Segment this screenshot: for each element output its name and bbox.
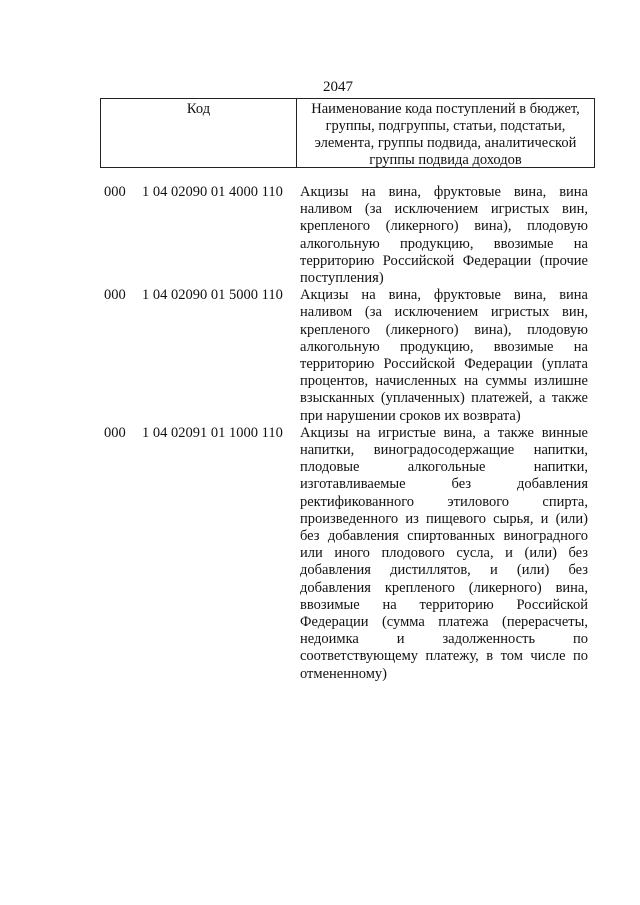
admin-code: 000 [104,184,126,200]
admin-code: 000 [104,424,126,441]
revenue-description: Акцизы на вина, фруктовые вина, вина наливом (за исключением игристых вин, крепленого (ликерного) вина), плодовую алкогольную продукцию, ввозимые на территорию Российской Федерации (прочие поступления) [300,184,588,287]
revenue-description: Акцизы на вина, фруктовые вина, вина наливом (за исключением игристых вин, крепленого (ликерного) вина), плодовую алкогольную продукцию, ввозимые на территорию Российской Федерации (уплата процентов, начисленных на суммы излишне взысканных (уплаченных) платежей, а также при нарушении сроков их возврата) [300,287,588,424]
header-name-column: Наименование кода поступлений в бюджет, группы, подгруппы, статьи, подстатьи, элемента, группы подвида, аналитической группы подвида доходов [311,101,580,168]
revenue-code: 1 04 02090 01 5000 110 [142,287,283,304]
table-row [0,184,640,287]
page-number: 2047 [323,79,353,95]
revenue-code: 1 04 02090 01 4000 110 [142,184,283,200]
admin-code: 000 [104,287,126,304]
table-row [0,287,640,425]
table-row [0,425,640,683]
revenue-code: 1 04 02091 01 1000 110 [142,424,283,441]
revenue-description: Акцизы на игристые вина, а также винные напитки, виноградосодержащие напитки, плодовые алкогольные напитки, изготавливаемые без добавления ректификованного этилового спирта, произведенного из пищевого сырья, и (или) без добавления спиртованных виноградного или иного плодового сусла, и (или) без добавления дистиллятов, и (или) без добавления крепленого (ликерного) вина, ввозимые на территорию Российской Федерации (сумма платежа (перерасчеты, недоимка и задолженность по соответствующему платежу, в том числе по отмененному) [300,424,588,682]
table-body [0,184,640,683]
table-header [100,98,595,168]
header-code-column: Код [101,99,297,167]
